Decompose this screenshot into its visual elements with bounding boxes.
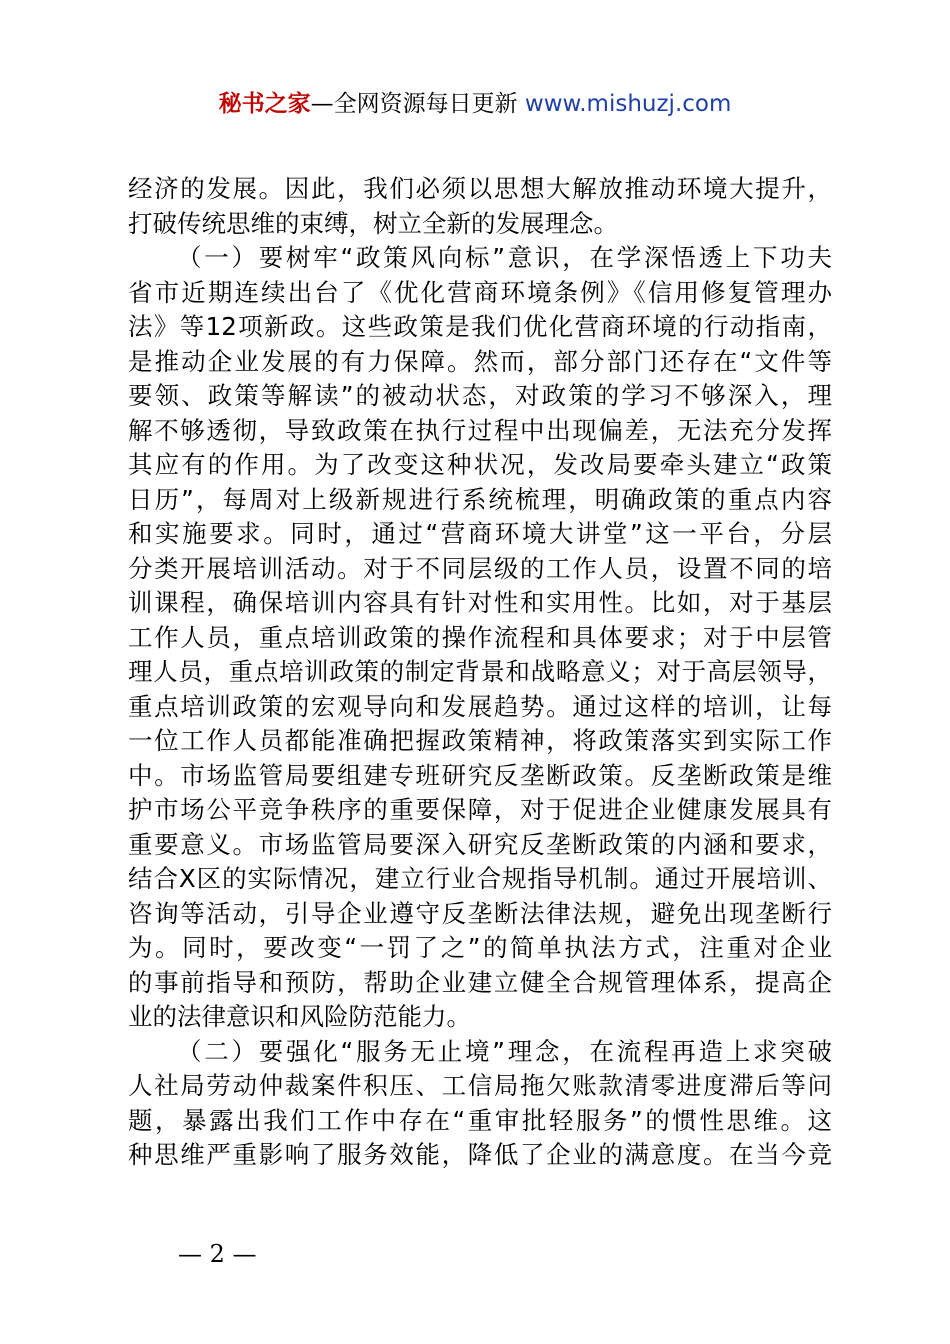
text-line: 理人员，重点培训政策的制定背景和战略意义；对于高层领导， — [128, 657, 832, 686]
text-line: 其应有的作用。为了改变这种状况，发改局要牵头建立“政策 — [128, 450, 832, 479]
text-line: 解不够透彻，导致政策在执行过程中出现偏差，无法充分发挥 — [128, 415, 832, 445]
text-line: 分类开展培训活动。对于不同层级的工作人员，设置不同的培 — [128, 553, 832, 583]
text-line: 重点培训政策的宏观导向和发展趋势。通过这样的培训，让每 — [128, 691, 832, 721]
text-line: 是推动企业发展的有力保障。然而，部分部门还存在“文件等 — [128, 346, 832, 376]
text-line: 人社局劳动仲裁案件积压、工信局拖欠账款清零进度滞后等问 — [128, 1071, 832, 1100]
section-heading-1: （一）要树牢“政策风向标”意识，在学深悟透上下功夫 — [177, 243, 832, 272]
text-line: 题，暴露出我们工作中存在“重审批轻服务”的惯性思维。这 — [128, 1105, 832, 1135]
text-line: 业的法律意识和风险防范能力。 — [128, 1002, 471, 1031]
text-line: 结合X区的实际情况，建立行业合规指导机制。通过开展培训、 — [128, 864, 832, 893]
text-line: 种思维严重影响了服务效能，降低了企业的满意度。在当今竞 — [128, 1140, 832, 1169]
text-line: 中。市场监管局要组建专班研究反垄断政策。反垄断政策是维 — [128, 760, 832, 790]
text-line: 打破传统思维的束缚，树立全新的发展理念。 — [128, 208, 618, 238]
site-url-link[interactable]: www.mishuzj.com — [524, 91, 732, 117]
text-line: 训课程，确保培训内容具有针对性和实用性。比如，对于基层 — [128, 588, 832, 617]
section-heading-2: （二）要强化“服务无止境”理念，在流程再造上求突破 — [177, 1036, 832, 1066]
site-header — [0, 88, 950, 120]
text-line: 工作人员，重点培训政策的操作流程和具体要求；对于中层管 — [128, 622, 832, 652]
page-number: — 2 — — [178, 1240, 257, 1268]
text-line: 的事前指导和预防，帮助企业建立健全合规管理体系，提高企 — [128, 967, 832, 997]
text-line: 为。同时，要改变“一罚了之”的简单执法方式，注重对企业 — [128, 933, 832, 962]
text-line: 经济的发展。因此，我们必须以思想大解放推动环境大提升， — [128, 174, 832, 203]
text-line: 重要意义。市场监管局要深入研究反垄断政策的内涵和要求， — [128, 829, 832, 859]
text-line: 日历”，每周对上级新规进行系统梳理，明确政策的重点内容 — [128, 484, 832, 514]
text-line: 护市场公平竞争秩序的重要保障，对于促进企业健康发展具有 — [128, 795, 832, 824]
document-body — [128, 172, 832, 1173]
text-line: 法》等12项新政。这些政策是我们优化营商环境的行动指南， — [128, 312, 832, 341]
text-line: 要领、政策等解读”的被动状态，对政策的学习不够深入，理 — [128, 381, 832, 410]
text-line: 咨询等活动，引导企业遵守反垄断法律法规，避免出现垄断行 — [128, 898, 832, 928]
text-line: 和实施要求。同时，通过“营商环境大讲堂”这一平台，分层 — [128, 519, 832, 548]
header-tagline: —全网资源每日更新 — [310, 91, 525, 117]
text-line: 一位工作人员都能准确把握政策精神，将政策落实到实际工作 — [128, 726, 832, 755]
brand-name: 秘书之家 — [218, 91, 311, 117]
text-line: 省市近期连续出台了《优化营商环境条例》《信用修复管理办 — [128, 277, 832, 307]
